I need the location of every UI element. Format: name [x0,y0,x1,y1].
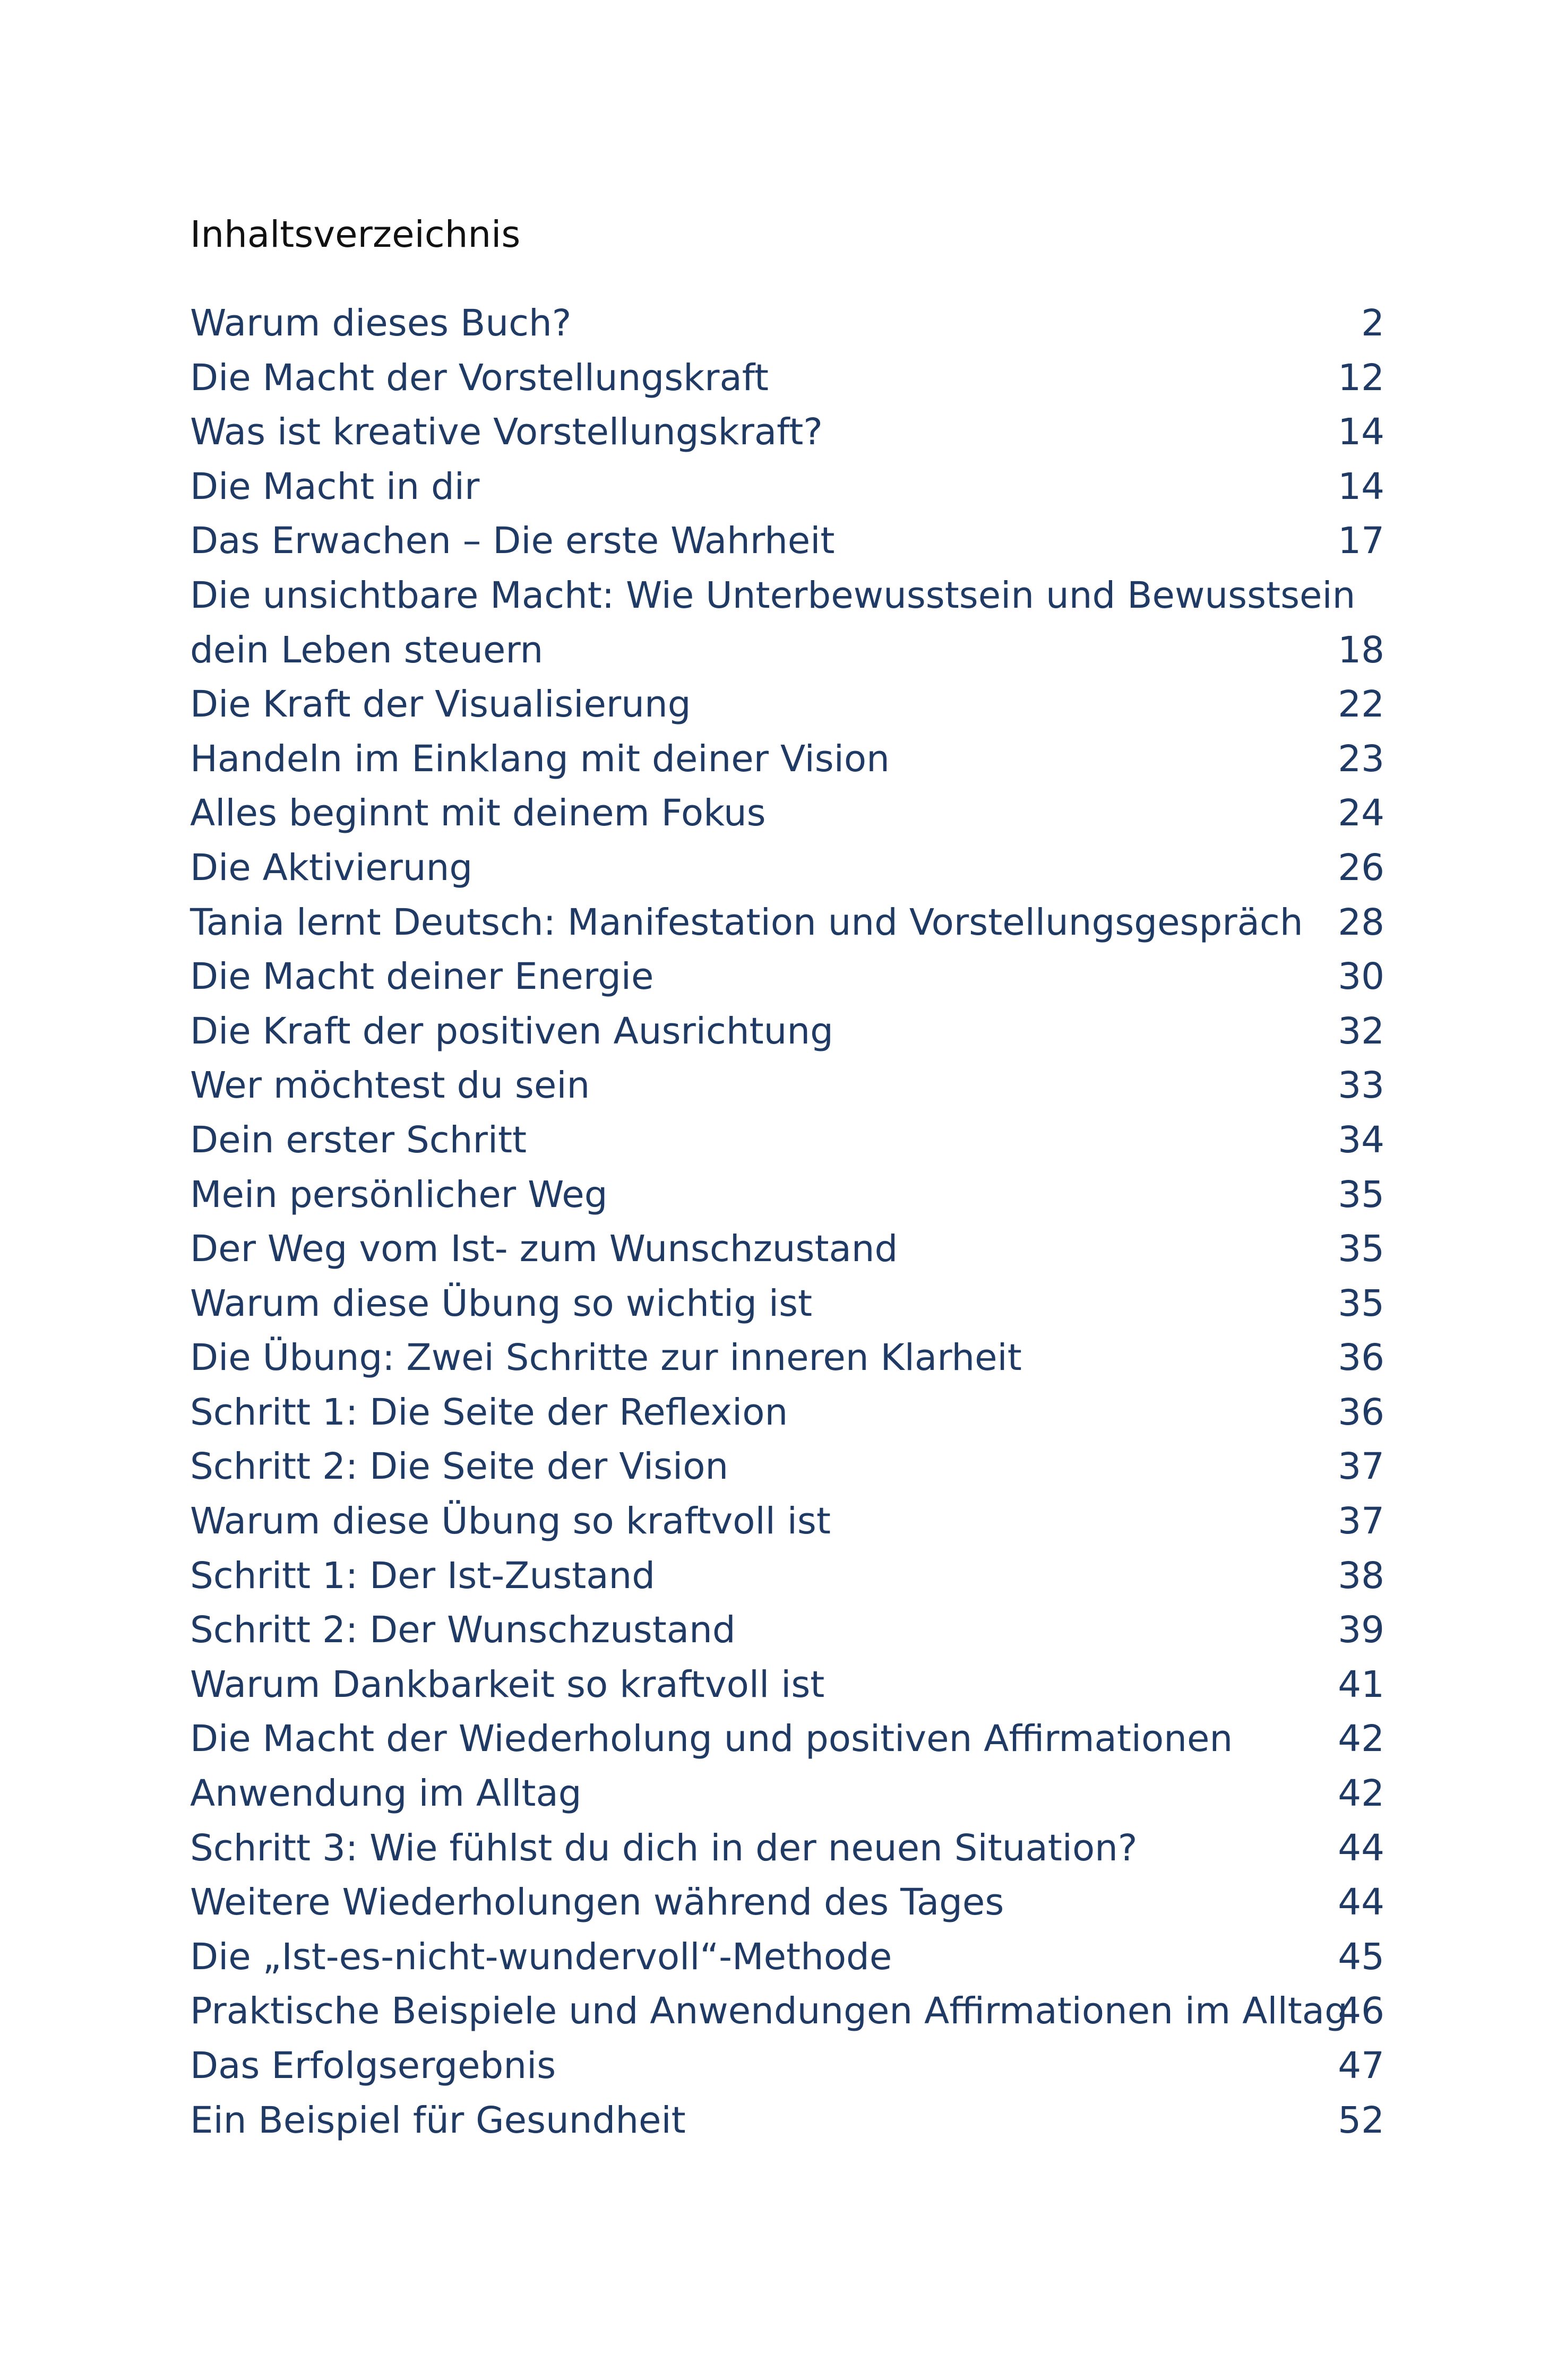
toc-entry-title: Die Aktivierung [190,846,473,889]
toc-entry-title: Die Kraft der positiven Ausrichtung [190,1010,833,1053]
toc-entry-page: 28 [1338,901,1384,944]
toc-entry-page: 37 [1338,1500,1384,1543]
toc-entry[interactable] [190,841,1384,895]
toc-entry-title: Tania lernt Deutsch: Manifestation und Vorstellungsgespräch [190,901,1303,944]
toc-entry[interactable] [190,1277,1384,1331]
toc-entry-page: 2 [1361,302,1384,344]
toc-heading: Inhaltsverzeichnis [190,213,521,256]
toc-entry[interactable] [190,351,1384,406]
toc-entry[interactable] [190,1168,1384,1222]
toc-entry[interactable] [190,514,1384,568]
toc-entry-title: Warum Dankbarkeit so kraftvoll ist [190,1663,825,1706]
toc-entry-page: 35 [1338,1282,1384,1325]
toc-entry[interactable] [190,1930,1384,1985]
toc-entry[interactable] [190,1439,1384,1494]
toc-entry-title: Weitere Wiederholungen während des Tages [190,1881,1004,1924]
toc-entry-page: 36 [1338,1391,1384,1434]
toc-entry-title: Ein Beispiel für Gesundheit [190,2099,686,2142]
toc-entry-page: 26 [1338,846,1384,889]
toc-entry-page: 52 [1338,2099,1384,2142]
toc-entry[interactable] [190,1222,1384,1277]
toc-entry-title: Die Macht der Wiederholung und positiven Affirmationen [190,1718,1233,1761]
toc-entry-title: Das Erwachen – Die erste Wahrheit [190,520,835,563]
toc-entry[interactable] [190,460,1384,514]
toc-entry-page: 35 [1338,1228,1384,1271]
toc-entry[interactable] [190,1494,1384,1549]
toc-entry-page: 37 [1338,1445,1384,1488]
toc-entry-page: 44 [1338,1826,1384,1869]
toc-entry[interactable] [190,1004,1384,1059]
toc-entry[interactable] [190,1549,1384,1603]
toc-entry[interactable] [190,1658,1384,1712]
toc-entry-page: 22 [1338,683,1384,726]
toc-entry-page: 45 [1338,1935,1384,1978]
toc-entry[interactable] [190,2093,1384,2148]
toc-entry[interactable] [190,732,1384,787]
toc-entry-title: Alles beginnt mit deinem Fokus [190,792,766,835]
toc-entry-title: Die Macht deiner Energie [190,955,654,998]
toc-entry-page: 44 [1338,1881,1384,1924]
toc-entry[interactable] [190,1984,1384,2039]
toc-entry[interactable] [190,1712,1384,1766]
toc-entry[interactable] [190,1058,1384,1113]
toc-entry-title: Der Weg vom Ist- zum Wunschzustand [190,1228,898,1271]
toc-entry-page: 14 [1338,411,1384,454]
toc-entry[interactable] [190,296,1384,351]
toc-entry-page: 23 [1338,737,1384,780]
toc-entry-title: Schritt 3: Wie fühlst du dich in der neuen Situation? [190,1826,1138,1869]
toc-entry[interactable] [190,1385,1384,1440]
toc-entry-title: Mein persönlicher Weg [190,1173,608,1216]
toc-entry-page: 12 [1338,356,1384,399]
toc-entry-title: Die unsichtbare Macht: Wie Unterbewusstsein und Bewusstsein dein Leben steuern [190,574,1356,671]
toc-entry[interactable] [190,2039,1384,2093]
toc-entry-page: 42 [1338,1772,1384,1815]
toc-entry-page: 30 [1338,955,1384,998]
toc-entry[interactable] [190,950,1384,1004]
toc-entry-page: 38 [1338,1554,1384,1597]
toc-entry[interactable] [190,677,1384,732]
toc-list [190,296,1384,2148]
toc-entry-page: 14 [1338,465,1384,508]
toc-entry[interactable] [190,1875,1384,1930]
toc-entry-page: 36 [1338,1336,1384,1379]
toc-entry-title: Die Macht der Vorstellungskraft [190,356,769,399]
toc-entry-title: Das Erfolgsergebnis [190,2045,556,2087]
toc-entry-title: Anwendung im Alltag [190,1772,582,1815]
toc-entry-title: Die Macht in dir [190,465,480,508]
toc-entry-title: Wer möchtest du sein [190,1064,590,1107]
toc-entry-page: 46 [1338,1990,1384,2033]
toc-entry[interactable] [190,1331,1384,1385]
toc-entry[interactable] [190,1113,1384,1168]
toc-entry[interactable] [190,786,1384,841]
toc-entry-title: Warum diese Übung so kraftvoll ist [190,1500,831,1543]
toc-entry[interactable] [190,1603,1384,1658]
toc-entry[interactable] [190,1821,1384,1876]
toc-entry-page: 39 [1338,1609,1384,1652]
toc-entry-page: 17 [1338,520,1384,563]
toc-entry[interactable] [190,568,1384,677]
toc-entry-page: 33 [1338,1064,1384,1107]
toc-entry[interactable] [190,895,1384,950]
toc-entry-title: Was ist kreative Vorstellungskraft? [190,411,823,454]
toc-entry-title: Schritt 2: Die Seite der Vision [190,1445,729,1488]
toc-entry-title: Die „Ist-es-nicht-wundervoll“-Methode [190,1935,892,1978]
toc-entry-page: 41 [1338,1663,1384,1706]
toc-entry-title: Schritt 1: Die Seite der Reflexion [190,1391,788,1434]
toc-entry-title: Dein erster Schritt [190,1118,527,1161]
toc-entry-title: Warum diese Übung so wichtig ist [190,1282,813,1325]
toc-entry-page: 35 [1338,1173,1384,1216]
toc-entry[interactable] [190,405,1384,460]
toc-entry-page: 24 [1338,792,1384,835]
toc-entry-title: Schritt 1: Der Ist-Zustand [190,1554,656,1597]
toc-entry-page: 42 [1338,1718,1384,1761]
toc-entry-title: Warum dieses Buch? [190,302,572,344]
toc-entry-title: Praktische Beispiele und Anwendungen Affirmationen im Alltag [190,1990,1348,2033]
toc-entry-title: Handeln im Einklang mit deiner Vision [190,737,890,780]
toc-entry-page: 47 [1338,2045,1384,2087]
toc-entry-page: 34 [1338,1118,1384,1161]
toc-entry-page: 18 [1338,628,1384,671]
toc-entry[interactable] [190,1766,1384,1821]
toc-entry-page: 32 [1338,1010,1384,1053]
toc-entry-title: Die Kraft der Visualisierung [190,683,691,726]
toc-entry-title: Schritt 2: Der Wunschzustand [190,1609,736,1652]
toc-entry-title: Die Übung: Zwei Schritte zur inneren Klarheit [190,1336,1022,1379]
